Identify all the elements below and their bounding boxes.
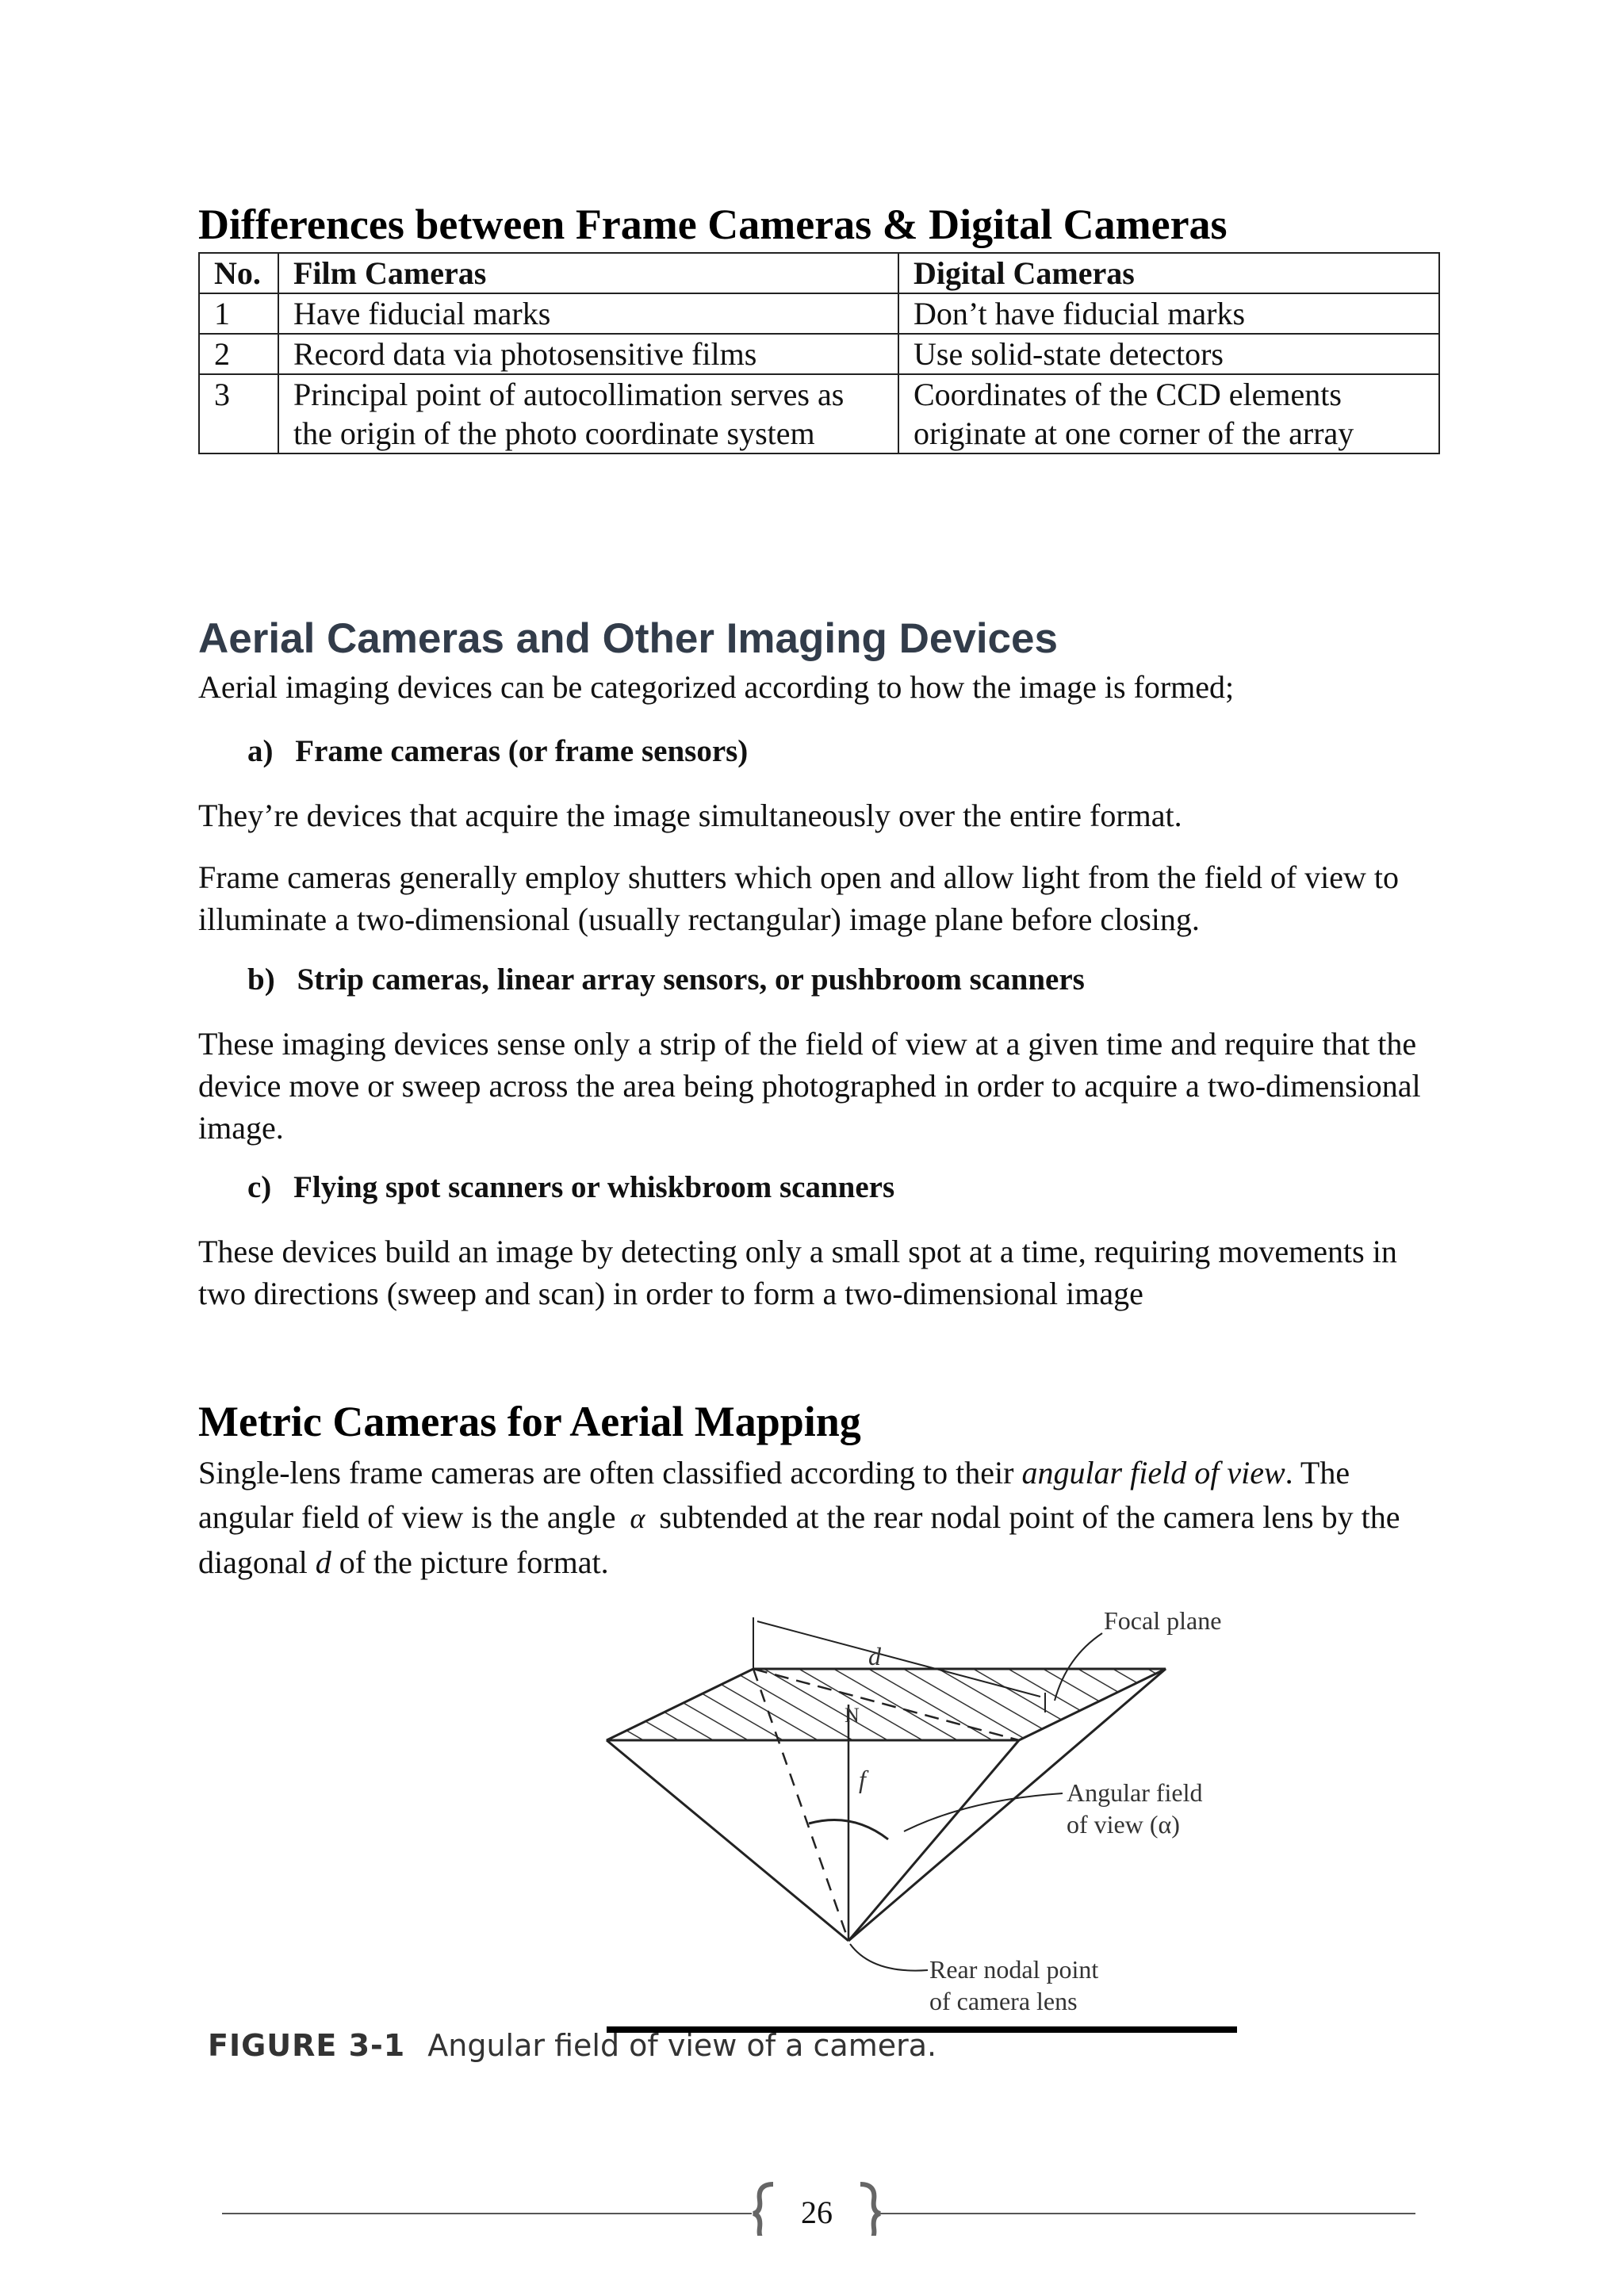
item-heading-a [247,733,748,769]
ray-line [607,1740,848,1941]
label-d: d [868,1642,881,1670]
table-cell: Have fiducial marks [278,293,898,334]
paragraph: These imaging devices sense only a strip of the field of view at a given time and require that the device move or sweep across the area being photographed in order to acquire a two-dimensional image. [198,1026,1421,1146]
figure-caption-label: FIGURE 3-1 [208,2028,406,2063]
table-cell: Principal point of autocollimation serves as the origin of the photo coordinate system [278,374,898,453]
footer-brace-right [860,2184,880,2236]
table-row [199,374,1439,453]
table-cell: Record data via photosensitive films [278,334,898,374]
label-rear-nodal-point: Rear nodal point [929,1955,1099,1984]
label-angular-field: of view (α) [1067,1810,1180,1839]
figure-caption [208,2028,936,2063]
paragraph: They’re devices that acquire the image simultaneously over the entire format. [198,798,1182,833]
item-title: Flying spot scanners or whiskbroom scanners [293,1170,895,1204]
text-run: . The angular field of view is the angle [198,1455,1350,1535]
figure-caption-text: Angular field of view of a camera. [427,2028,937,2063]
table-cell: 1 [199,293,278,334]
section-title-metric-cameras: Metric Cameras for Aerial Mapping [198,1398,861,1445]
table-cell: Don’t have fiducial marks [898,293,1439,334]
footer-brace-left [753,2184,773,2236]
label-focal-plane: Focal plane [1104,1606,1222,1635]
angular-field-figure [587,1594,1285,2038]
leader-line [850,1944,928,1971]
alpha-symbol: α [630,1502,645,1534]
table-header-digital: Digital Cameras [898,253,1439,293]
table-row [199,334,1439,374]
comparison-table [198,252,1440,454]
table-header-film: Film Cameras [278,253,898,293]
text-run: subtended at the rear nodal point of the camera lens by the diagonal [198,1499,1400,1580]
paragraph: Frame cameras generally employ shutters which open and allow light from the field of view to illuminate a two-dimensional (usually rectangular) image plane before closing. [198,859,1400,937]
item-marker: a) [247,734,274,768]
text-run: of the picture format. [331,1544,609,1580]
item-marker: c) [247,1170,272,1204]
table-header-row [199,253,1439,293]
label-n: N [845,1704,860,1727]
table-row [199,293,1439,334]
table-cell: Coordinates of the CCD elements originate at one corner of the array [898,374,1439,453]
section3-paragraph [198,1451,1451,1585]
item-heading-b [247,962,1085,997]
table-cell: Use solid-state detectors [898,334,1439,374]
text-run-italic: angular field of view [1021,1455,1285,1490]
text-run-italic: d [315,1544,331,1580]
section-title-differences: Differences between Frame Cameras & Digital Cameras [198,201,1228,248]
page-number: 26 [801,2195,833,2230]
label-angular-field: Angular field [1067,1778,1203,1807]
paragraph: These devices build an image by detecting only a small spot at a time, requiring movements in two directions (sweep and scan) in order to form a two-dimensional image [198,1234,1397,1311]
item-marker: b) [247,962,275,997]
label-rear-nodal-point: of camera lens [929,1987,1078,2015]
item-heading-c [247,1169,894,1205]
item-title: Frame cameras (or frame sensors) [295,734,749,768]
item-title: Strip cameras, linear array sensors, or pushbroom scanners [297,962,1085,997]
table-cell: 3 [199,374,278,453]
label-f: f [859,1765,866,1793]
ray-line [848,1740,1019,1941]
table-header-no: No. [199,253,278,293]
section-title-aerial-cameras: Aerial Cameras and Other Imaging Devices [198,615,1058,662]
section-intro: Aerial imaging devices can be categorized according to how the image is formed; [198,669,1235,705]
text-run: Single-lens frame cameras are often classified according to their [198,1455,1022,1490]
table-cell: 2 [199,334,278,374]
